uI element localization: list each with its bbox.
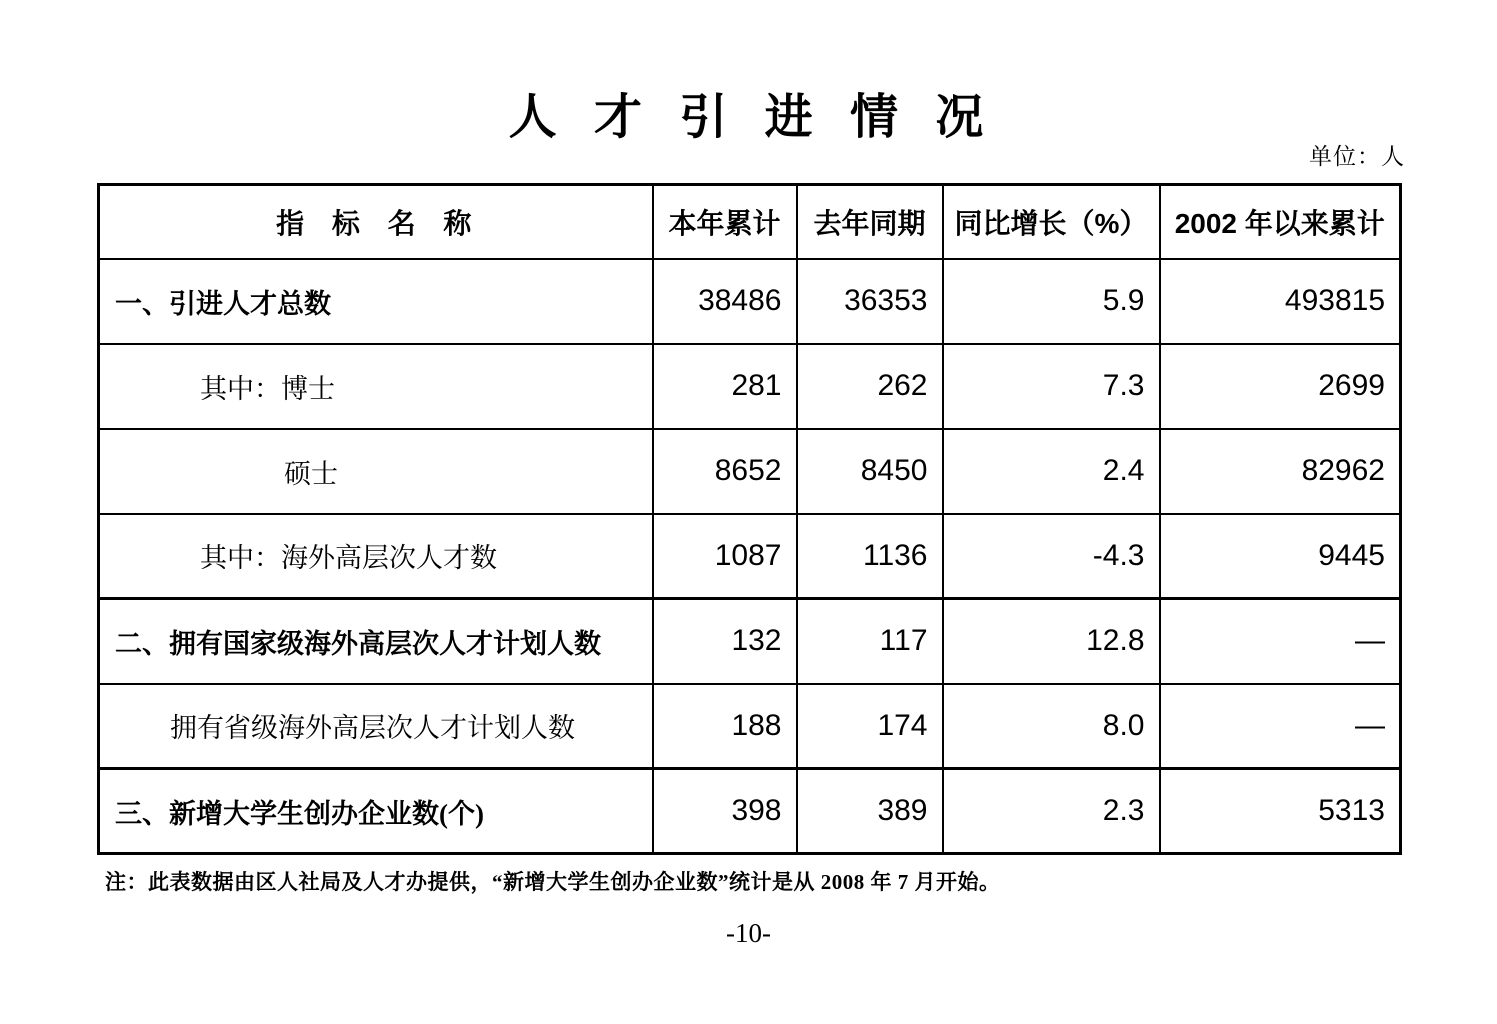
row-label: 其中：博士 — [99, 344, 653, 429]
header-this-year-total: 本年累计 — [653, 185, 797, 259]
table-header-row — [99, 185, 1401, 259]
cell-last-year: 262 — [797, 344, 943, 429]
table-row-national-plan — [99, 599, 1401, 684]
table-row-phd — [99, 344, 1401, 429]
cell-since-2002: 9445 — [1160, 514, 1401, 599]
cell-yoy-growth: -4.3 — [943, 514, 1160, 599]
cell-this-year: 188 — [653, 684, 797, 769]
header-cumulative-since-2002: 2002 年以来累计 — [1160, 185, 1401, 259]
cell-since-2002: 5313 — [1160, 769, 1401, 854]
table-footnote: 注：此表数据由区人社局及人才办提供，“新增大学生创办企业数”统计是从 2008 年 7 月开始。 — [105, 870, 1001, 894]
cell-this-year: 8652 — [653, 429, 797, 514]
row-label: 其中：海外高层次人才数 — [99, 514, 653, 599]
header-indicator-name: 指 标 名 称 — [99, 185, 653, 259]
cell-yoy-growth: 2.4 — [943, 429, 1160, 514]
row-label: 三、新增大学生创办企业数(个) — [99, 769, 653, 854]
table-row-total-talents — [99, 259, 1401, 344]
row-label: 拥有省级海外高层次人才计划人数 — [99, 684, 653, 769]
cell-since-2002: — — [1160, 599, 1401, 684]
cell-yoy-growth: 7.3 — [943, 344, 1160, 429]
unit-label: 单位：人 — [1309, 144, 1405, 169]
row-label: 一、引进人才总数 — [99, 259, 653, 344]
table-row-master — [99, 429, 1401, 514]
cell-since-2002: 82962 — [1160, 429, 1401, 514]
cell-this-year: 38486 — [653, 259, 797, 344]
table-row-provincial-plan — [99, 684, 1401, 769]
cell-yoy-growth: 5.9 — [943, 259, 1160, 344]
header-last-year-same-period: 去年同期 — [797, 185, 943, 259]
cell-yoy-growth: 2.3 — [943, 769, 1160, 854]
cell-yoy-growth: 8.0 — [943, 684, 1160, 769]
cell-this-year: 398 — [653, 769, 797, 854]
cell-this-year: 1087 — [653, 514, 797, 599]
page-number: -10- — [726, 918, 771, 948]
page-title: 人 才 引 进 情 况 — [508, 91, 989, 144]
talent-introduction-table — [97, 183, 1402, 855]
row-label: 二、拥有国家级海外高层次人才计划人数 — [99, 599, 653, 684]
cell-yoy-growth: 12.8 — [943, 599, 1160, 684]
cell-since-2002: 493815 — [1160, 259, 1401, 344]
cell-last-year: 8450 — [797, 429, 943, 514]
header-yoy-growth: 同比增长（%） — [943, 185, 1160, 259]
cell-last-year: 174 — [797, 684, 943, 769]
cell-since-2002: — — [1160, 684, 1401, 769]
cell-this-year: 132 — [653, 599, 797, 684]
table-row-student-startups — [99, 769, 1401, 854]
cell-last-year: 36353 — [797, 259, 943, 344]
row-label: 硕士 — [99, 429, 653, 514]
cell-since-2002: 2699 — [1160, 344, 1401, 429]
cell-this-year: 281 — [653, 344, 797, 429]
table-row-overseas-high-level — [99, 514, 1401, 599]
cell-last-year: 1136 — [797, 514, 943, 599]
cell-last-year: 117 — [797, 599, 943, 684]
cell-last-year: 389 — [797, 769, 943, 854]
